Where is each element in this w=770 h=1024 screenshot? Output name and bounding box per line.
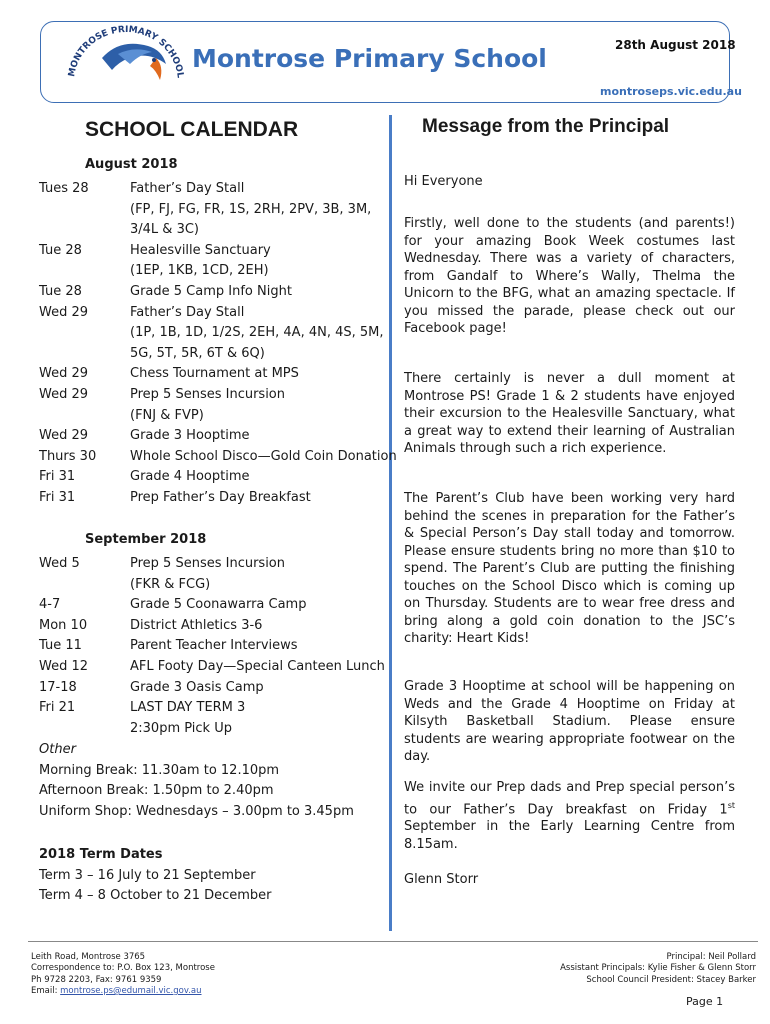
school-name: Montrose Primary School [192,44,547,73]
principal-message-title: Message from the Principal [422,116,670,137]
event-line: (1P, 1B, 1D, 1/2S, 2EH, 4A, 4N, 4S, 5M, [130,325,384,341]
event-line: Whole School Disco—Gold Coin Donation [130,448,397,464]
school-website[interactable]: montroseps.vic.edu.au [600,85,742,98]
event-line: District Athletics 3-6 [130,617,263,633]
other-label: Other [39,742,76,757]
event-line: Grade 4 Hooptime [130,469,250,485]
month-heading-september: September 2018 [85,532,207,547]
other-line: Morning Break: 11.30am to 12.10pm [39,762,280,778]
other-line: Afternoon Break: 1.50pm to 2.40pm [39,783,274,799]
signature: Glenn Storr [404,872,479,887]
greeting: Hi Everyone [404,174,483,189]
other-line: Uniform Shop: Wednesdays – 3.00pm to 3.45pm [39,803,354,819]
event-day: Wed 29 [39,428,89,444]
calendar-event [39,241,384,282]
calendar-event [39,282,384,303]
calendar-event [39,595,384,616]
event-day: Wed 29 [39,304,89,320]
footer-staff [560,952,756,986]
footer-phone: Ph 9728 2203, Fax: 9761 9359 [31,974,162,985]
event-line: (FKR & FCG) [130,576,211,592]
page-number: Page 1 [686,995,724,1008]
school-logo [60,20,190,95]
message-paragraph: There certainly is never a dull moment at Montrose PS! Grade 1 & 2 students have enjoyed their excursion to the Healesville Sanctuary, what a great way to extend their learning of Australian Animals through such a rich experience. [404,371,735,456]
event-line: 5G, 5T, 5R, 6T & 6Q) [130,345,265,361]
p5-superscript: st [727,800,735,810]
calendar-event [39,657,384,678]
event-line: (FP, FJ, FG, FR, 1S, 2RH, 2PV, 3B, 3M, [130,201,372,217]
event-day: 17-18 [39,679,77,695]
calendar-event [39,364,384,385]
event-line: Father’s Day Stall [130,181,245,196]
calendar-event [39,385,384,426]
event-line: 3/4L & 3C) [130,222,199,238]
event-line: Grade 5 Coonawarra Camp [130,597,307,613]
message-paragraph: Firstly, well done to the students (and parents!) for your amazing Book Week costumes last Wednesday. There was a variety of characters, from Gandalf to Where’s Wally, Thelma the Unicorn to the BFG, what an amazing spectacle. If you missed the parade, please check out our Facebook page! [404,216,735,336]
event-day: 4-7 [39,597,61,613]
event-day: Wed 12 [39,658,89,674]
event-line: (FNJ & FVP) [130,407,204,423]
logo-lettering: MONTROSE PRIMARY SCHOOL [67,24,185,79]
footer-assistants: Assistant Principals: Kylie Fisher & Glenn Storr [560,963,756,974]
event-line: Prep 5 Senses Incursion [130,386,286,402]
newsletter-date: 28th August 2018 [615,38,736,52]
term-dates-label: 2018 Term Dates [39,847,163,862]
column-divider [389,115,392,931]
event-line: AFL Footy Day—Special Canteen Lunch [130,658,385,674]
calendar-event [39,616,384,637]
footer-contact [31,952,215,997]
term-dates [39,845,272,907]
event-day: Wed 29 [39,386,89,402]
p5-text: We invite our Prep dads and Prep special person’s to our Father’s Day breakfast on Friday 1 [404,780,735,817]
calendar-event [39,447,397,468]
event-line: Grade 5 Camp Info Night [130,283,292,299]
event-day: Fri 31 [39,469,76,485]
event-line: Prep Father’s Day Breakfast [130,489,311,505]
event-day: Wed 5 [39,556,80,571]
august-events [39,179,397,509]
p5-text-end: September in the Early Learning Centre from 8.15am. [404,819,735,852]
event-line: Prep 5 Senses Incursion [130,556,286,571]
event-line: Grade 3 Oasis Camp [130,679,264,695]
event-line: (1EP, 1KB, 1CD, 2EH) [130,263,269,279]
message-paragraph: The Parent’s Club have been working very hard behind the scenes in preparation for the Father’s & Special Person’s Day stall today and tomorrow. Please ensure students bring no more than $10 to spend. The Parent’s Club are putting the finishing touches on the School Disco which is coming up on Thursday. Students are to wear free dress and bring along a gold coin donation to the JSC’s charity: Heart Kids! [404,491,735,646]
footer-email-label: Email: [31,985,61,996]
footer-correspondence: Correspondence to: P.O. Box 123, Montrose [31,963,215,974]
event-day: Fri 21 [39,700,76,716]
event-day: Wed 29 [39,366,89,382]
event-line: Parent Teacher Interviews [130,638,298,654]
message-paragraph [404,779,735,853]
event-line: Chess Tournament at MPS [130,366,299,382]
event-line: 2:30pm Pick Up [130,720,232,736]
term-line: Term 3 – 16 July to 21 September [39,867,256,883]
term-line: Term 4 – 8 October to 21 December [39,888,272,904]
event-day: Tue 28 [39,242,82,258]
other-info [39,740,354,822]
calendar-event [39,636,384,657]
calendar-event [39,698,384,739]
event-line: Healesville Sanctuary [130,242,271,258]
event-day: Fri 31 [39,489,76,505]
event-day: Tue 28 [39,283,82,299]
calendar-event [39,467,384,488]
calendar-event [39,179,384,241]
footer-divider [28,941,758,942]
footer-email-link[interactable]: montrose.ps@edumail.vic.gov.au [60,985,202,996]
event-line: Grade 3 Hooptime [130,428,250,444]
calendar-event [39,678,384,699]
event-line: Father’s Day Stall [130,304,245,320]
calendar-title: SCHOOL CALENDAR [85,118,299,141]
september-events [39,554,384,739]
calendar-event [39,426,384,447]
event-day: Tue 11 [39,638,82,654]
message-paragraph: Grade 3 Hooptime at school will be happening on Weds and the Grade 4 Hooptime on Friday at Kilsyth Basketball Stadium. Please ensure students are wearing appropriate footwear on the day. [404,679,735,764]
calendar-event [39,554,384,595]
event-day: Tues 28 [39,181,89,196]
footer-principal: Principal: Neil Pollard [666,952,756,962]
event-day: Mon 10 [39,617,88,633]
calendar-event [39,303,384,365]
event-day: Thurs 30 [39,448,97,464]
footer-council: School Council President: Stacey Barker [586,974,756,985]
footer-address: Leith Road, Montrose 3765 [31,952,146,962]
month-heading-august: August 2018 [85,157,178,172]
calendar-event [39,488,384,509]
event-line: LAST DAY TERM 3 [130,700,246,716]
